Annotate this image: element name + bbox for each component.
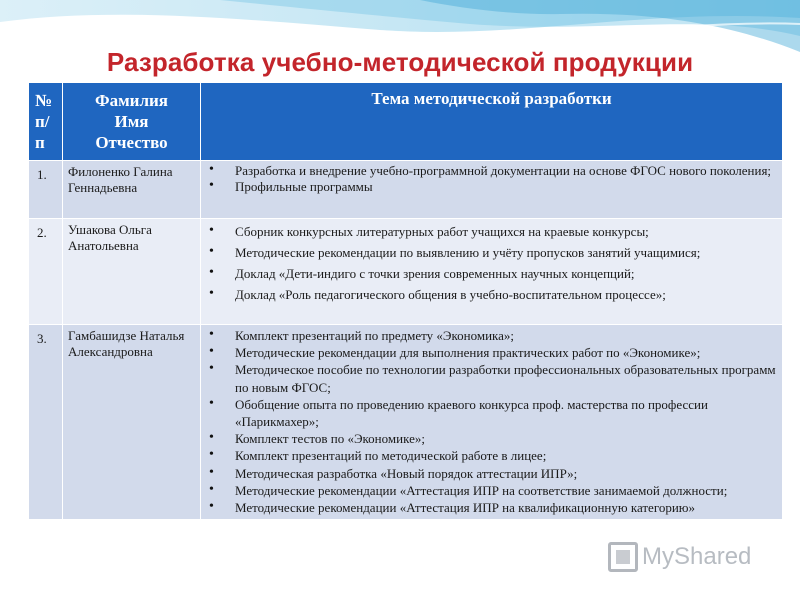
row-number: 3. bbox=[29, 325, 63, 520]
header-full-name bbox=[63, 83, 201, 161]
methodical-works-table bbox=[28, 82, 783, 520]
watermark-icon bbox=[608, 542, 638, 572]
watermark-text: MyShared bbox=[642, 543, 752, 570]
list-item: • Сборник конкурсных литературных работ учащихся на краевые конкурсы; bbox=[209, 221, 776, 242]
list-item: • Комплект презентаций по методической работе в лицее; bbox=[209, 447, 776, 464]
header-name-line: Отчество bbox=[95, 133, 168, 152]
header-name-line: Фамилия bbox=[94, 91, 168, 110]
list-item: • Методические рекомендации для выполнения практических работ по «Экономике»; bbox=[209, 344, 776, 361]
header-number-line: п bbox=[35, 133, 45, 152]
topic-cell bbox=[201, 325, 783, 520]
list-item: • Методическая разработка «Новый порядок аттестации ИПР»; bbox=[209, 465, 776, 482]
list-item: • Комплект презентаций по предмету «Экономика»; bbox=[209, 327, 776, 344]
header-name-line: Имя bbox=[114, 112, 149, 131]
header-number-line: № bbox=[35, 91, 53, 110]
list-item: • Комплект тестов по «Экономике»; bbox=[209, 430, 776, 447]
watermark-logo bbox=[608, 537, 778, 577]
row-number: 2. bbox=[29, 219, 63, 325]
topic-cell bbox=[201, 161, 783, 219]
table-row bbox=[29, 219, 783, 325]
header-number bbox=[29, 83, 63, 161]
header-number-line: п/ bbox=[35, 112, 50, 131]
table-row bbox=[29, 325, 783, 520]
list-item: • Методическое пособие по технологии разработки профессиональных образовательных программ по новым ФГОС; bbox=[209, 361, 776, 395]
teacher-name: Ушакова Ольга Анатольевна bbox=[63, 219, 201, 325]
list-item: • Доклад «Дети-индиго с точки зрения современных научных концепций; bbox=[209, 263, 776, 284]
teacher-name: Гамбашидзе Наталья Александровна bbox=[63, 325, 201, 520]
slide-title: Разработка учебно-методической продукции bbox=[106, 47, 694, 77]
topic-cell bbox=[201, 219, 783, 325]
list-item: • Методические рекомендации по выявлению и учёту пропусков занятий учащимися; bbox=[209, 242, 776, 263]
list-item: • Обобщение опыта по проведению краевого конкурса проф. мастерства по профессии «Парикмахер»; bbox=[209, 396, 776, 430]
row-number: 1. bbox=[29, 161, 63, 219]
list-item: • Профильные программы bbox=[209, 179, 776, 195]
header-topic: Тема методической разработки bbox=[201, 83, 783, 161]
topic-list bbox=[209, 327, 776, 516]
list-item: • Методические рекомендации «Аттестация ИПР на квалификационную категорию» bbox=[209, 499, 776, 516]
teacher-name: Филоненко Галина Геннадьевна bbox=[63, 161, 201, 219]
list-item: • Доклад «Роль педагогического общения в учебно-воспитательном процессе»; bbox=[209, 284, 776, 305]
table-row bbox=[29, 161, 783, 219]
table-header-row bbox=[29, 83, 783, 161]
topic-list bbox=[209, 221, 776, 305]
list-item: • Разработка и внедрение учебно-программной документации на основе ФГОС нового поколения; bbox=[209, 163, 776, 179]
list-item: • Методические рекомендации «Аттестация ИПР на соответствие занимаемой должности; bbox=[209, 482, 776, 499]
topic-list bbox=[209, 163, 776, 195]
